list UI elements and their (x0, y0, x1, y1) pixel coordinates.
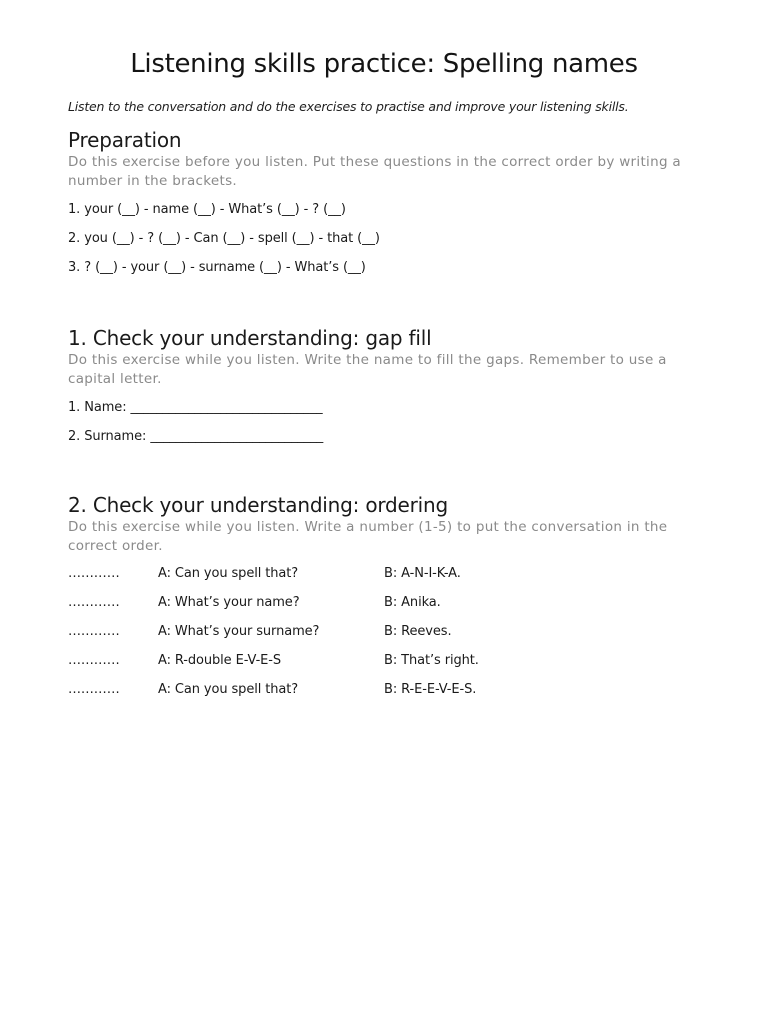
speaker-b-line: B: Anika. (384, 595, 441, 610)
speaker-b-line: B: A-N-I-K-A. (384, 566, 461, 581)
speaker-b-line: B: That’s right. (384, 653, 479, 668)
gap-fill-items (68, 399, 708, 446)
speaker-a-line: A: Can you spell that? (158, 566, 299, 581)
speaker-a-line: A: R-double E-V-E-S (158, 653, 282, 668)
speaker-a-line: A: Can you spell that? (158, 682, 299, 697)
preparation-heading: Preparation (68, 128, 182, 152)
ordering-heading: 2. Check your understanding: ordering (68, 493, 448, 517)
order-number-blank: ………… (68, 682, 120, 697)
preparation-item: 1. your (__) - name (__) - What’s (__) - ? (__) (68, 202, 346, 217)
ordering-section (68, 492, 708, 710)
surname-gap-item: 2. Surname: ___________________________ (68, 429, 324, 444)
order-number-blank: ………… (68, 566, 120, 581)
intro-text: Listen to the conversation and do the exercises to practise and improve your listening skills. (68, 99, 629, 114)
ordering-row (68, 594, 708, 623)
order-number-blank: ………… (68, 624, 120, 639)
ordering-row (68, 623, 708, 652)
speaker-a-line: A: What’s your surname? (158, 624, 320, 639)
gap-fill-heading: 1. Check your understanding: gap fill (68, 326, 432, 350)
speaker-a-line: A: What’s your name? (158, 595, 300, 610)
preparation-item: 2. you (__) - ? (__) - Can (__) - spell (__) - that (__) (68, 231, 380, 246)
name-gap-item: 1. Name: ______________________________ (68, 400, 323, 415)
ordering-row (68, 681, 708, 710)
speaker-b-line: B: Reeves. (384, 624, 452, 639)
preparation-section (68, 127, 708, 277)
page-title: Listening skills practice: Spelling names (130, 49, 638, 79)
preparation-instruction: Do this exercise before you listen. Put these questions in the correct order by writing a number in the brackets. (68, 154, 681, 189)
preparation-items (68, 201, 708, 277)
ordering-row (68, 565, 708, 594)
gap-fill-instruction: Do this exercise while you listen. Write the name to fill the gaps. Remember to use a capital letter. (68, 352, 667, 387)
order-number-blank: ………… (68, 653, 120, 668)
gap-fill-section (68, 325, 708, 446)
ordering-row (68, 652, 708, 681)
ordering-table (68, 565, 708, 710)
preparation-item: 3. ? (__) - your (__) - surname (__) - What’s (__) (68, 260, 366, 275)
ordering-instruction: Do this exercise while you listen. Write a number (1-5) to put the conversation in the correct order. (68, 519, 668, 554)
speaker-b-line: B: R-E-E-V-E-S. (384, 682, 477, 697)
order-number-blank: ………… (68, 595, 120, 610)
